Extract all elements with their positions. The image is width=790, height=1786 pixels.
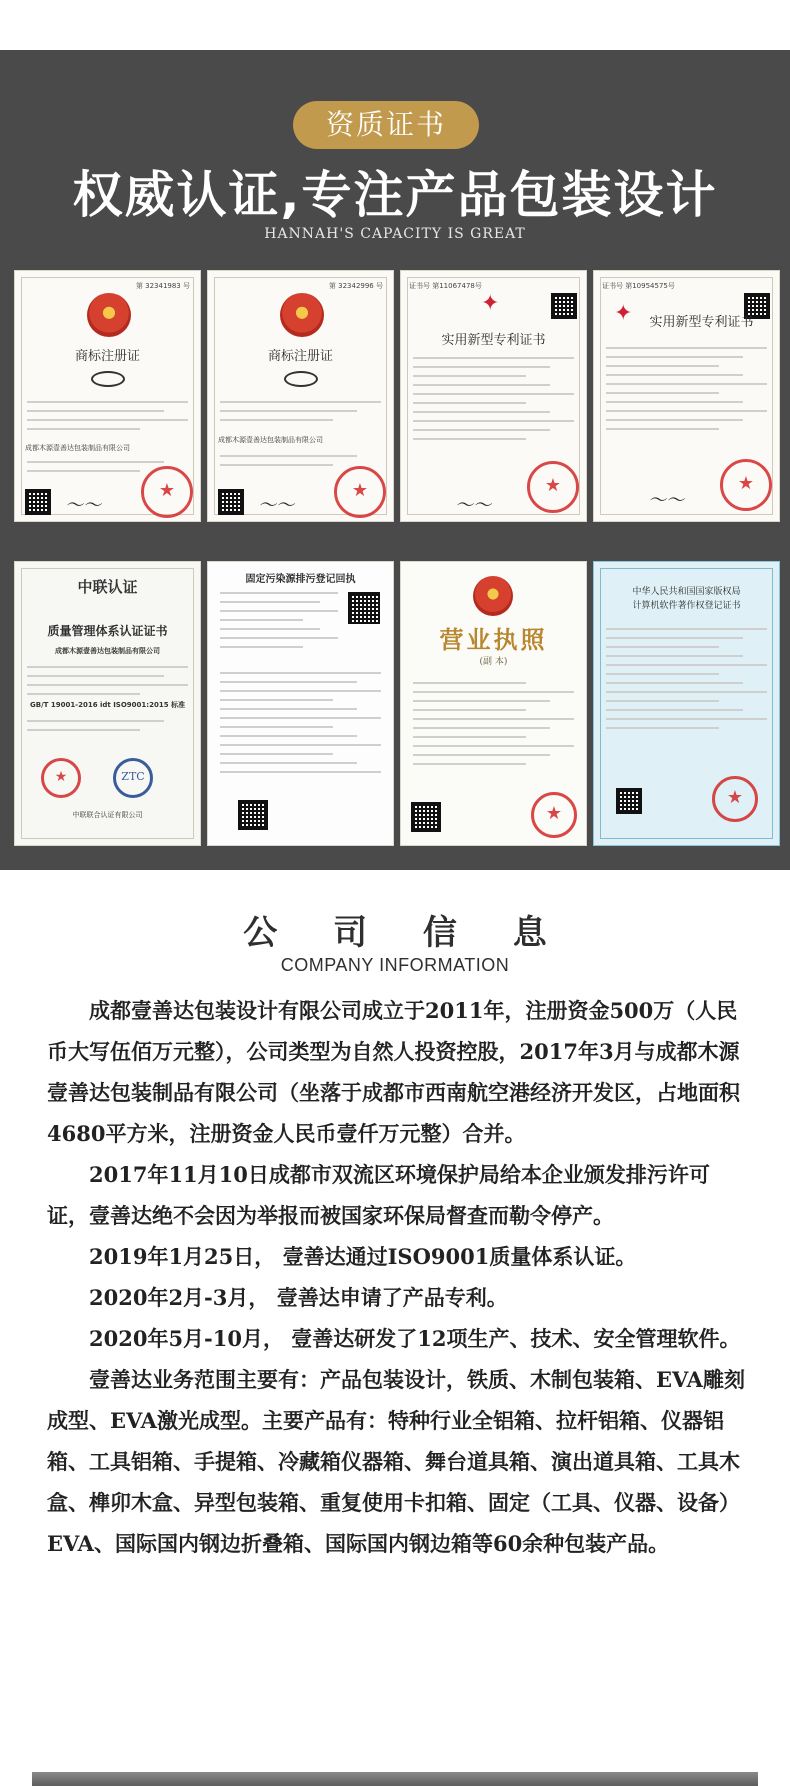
official-seal-icon: ★	[531, 792, 577, 838]
certificate-number: 第 32341983 号	[135, 282, 190, 290]
hero-subtitle: HANNAH'S CAPACITY IS GREAT	[264, 226, 526, 242]
top-white-strip	[0, 0, 790, 50]
hero-title: 权威认证,专注产品包装设计	[72, 166, 718, 224]
company-paragraph: 2020年5月-10月， 壹善达研发了12项生产、技术、安全管理软件。	[89, 1326, 741, 1351]
qr-code-icon	[25, 489, 51, 515]
certificate-title: 营业执照	[439, 625, 548, 654]
official-seal-icon: ★	[720, 459, 772, 511]
patent-office-logo-icon: ✦	[481, 291, 500, 316]
certificate-title: 商标注册证	[74, 349, 140, 364]
company-info-title: 公 司 信 息	[243, 913, 569, 953]
company-paragraph: 壹善达业务范围主要有：产品包装设计，铁质、木制包装箱、EVA雕刻成型、EVA激光成型。主要产品有：特种行业全铝箱、拉杆铝箱、仪器铝箱、工具铝箱、手提箱、冷藏箱仪器箱、舞台道具箱、演出道具箱、工具木盒、榫卯木盒、异型包装箱、重复使用卡扣箱、固定（工具、仪器、设备）EVA、国际国内钢边折叠箱、国际国内钢边箱等60余种包装产品。	[47, 1367, 745, 1556]
certificate-title: 计算机软件著作权登记证书	[632, 601, 741, 611]
national-emblem-icon	[473, 576, 513, 616]
certificate-trademark-2	[207, 270, 394, 522]
certificate-business-license	[400, 561, 587, 846]
certificate-issuer: 中华人民共和国国家版权局	[632, 587, 741, 597]
brand-logo-icon	[284, 371, 318, 387]
patent-office-logo-icon: ✦	[614, 301, 633, 326]
qr-code-icon	[616, 788, 642, 814]
certificate-number: 证书号 第10954575号	[602, 282, 675, 290]
signature-icon: ～～	[65, 495, 101, 516]
certificate-number: 第 32342996 号	[328, 282, 383, 290]
qr-code-icon	[348, 592, 380, 624]
certificate-title: 实用新型专利证书	[649, 315, 754, 330]
signature-icon: ～～	[648, 490, 684, 511]
company-paragraph: 2017年11月10日成都市双流区环境保护局给本企业颁发排污许可证，壹善达绝不会因为举报而被国家环保局督查而勒令停产。	[47, 1162, 710, 1228]
license-copy-label: (副 本)	[479, 657, 508, 667]
company-info-body	[47, 990, 747, 1564]
signature-icon: ～～	[258, 495, 294, 516]
certificate-patent-2	[593, 270, 780, 522]
official-seal-icon: ★	[41, 758, 81, 798]
official-seal-icon: ★	[712, 776, 758, 822]
national-emblem-icon	[87, 293, 131, 337]
brand-logo-icon	[91, 371, 125, 387]
certificate-title: 固定污染源排污登记回执	[245, 574, 356, 585]
certificate-standard: GB/T 19001-2016 idt ISO9001:2015 标准	[29, 701, 186, 709]
qr-code-icon	[551, 293, 577, 319]
company-paragraph: 成都壹善达包装设计有限公司成立于2011年，注册资金500万（人民币大写伍佰万元整），公司类型为自然人投资控股，2017年3月与成都木源壹善达包装制品有限公司（坐落于成都市西南航空港经济开发区，占地面积4680平方米，注册资金人民币壹仟万元整）合并。	[47, 998, 740, 1146]
certificate-number: 证书号 第11067478号	[409, 282, 482, 290]
certificate-title: 质量管理体系认证证书	[47, 624, 168, 638]
certificate-quality-iso	[14, 561, 201, 846]
certificate-trademark-1	[14, 270, 201, 522]
signature-icon: ～～	[455, 495, 491, 516]
official-seal-icon: ★	[527, 461, 579, 513]
certificate-company: 成都木源壹善达包装制品有限公司	[25, 444, 130, 452]
qr-code-icon	[411, 802, 441, 832]
certification-body-logo: 中联认证	[77, 578, 138, 596]
qr-code-icon	[218, 489, 244, 515]
certificate-company: 成都木源壹善达包装制品有限公司	[218, 436, 323, 444]
certificate-company: 成都木源壹善达包装制品有限公司	[55, 647, 160, 655]
bottom-photo-strip	[32, 1772, 758, 1786]
official-seal-icon: ★	[334, 466, 386, 518]
certificate-software-copyright	[593, 561, 780, 846]
national-emblem-icon	[280, 293, 324, 337]
company-paragraph: 2020年2月-3月， 壹善达申请了产品专利。	[89, 1285, 508, 1310]
iso-mark-icon: ZTC	[113, 758, 153, 798]
certificate-pollution-registration	[207, 561, 394, 846]
company-paragraph: 2019年1月25日， 壹善达通过ISO9001质量体系认证。	[89, 1244, 637, 1269]
section-badge: 资质证书	[293, 101, 479, 149]
certificate-issuer: 中联联合认证有限公司	[72, 811, 143, 819]
certificate-title: 商标注册证	[267, 349, 333, 364]
certificate-patent-1	[400, 270, 587, 522]
company-info-subtitle: COMPANY INFORMATION	[280, 955, 510, 975]
qr-code-icon	[238, 800, 268, 830]
certificate-title: 实用新型专利证书	[441, 333, 546, 348]
official-seal-icon: ★	[141, 466, 193, 518]
